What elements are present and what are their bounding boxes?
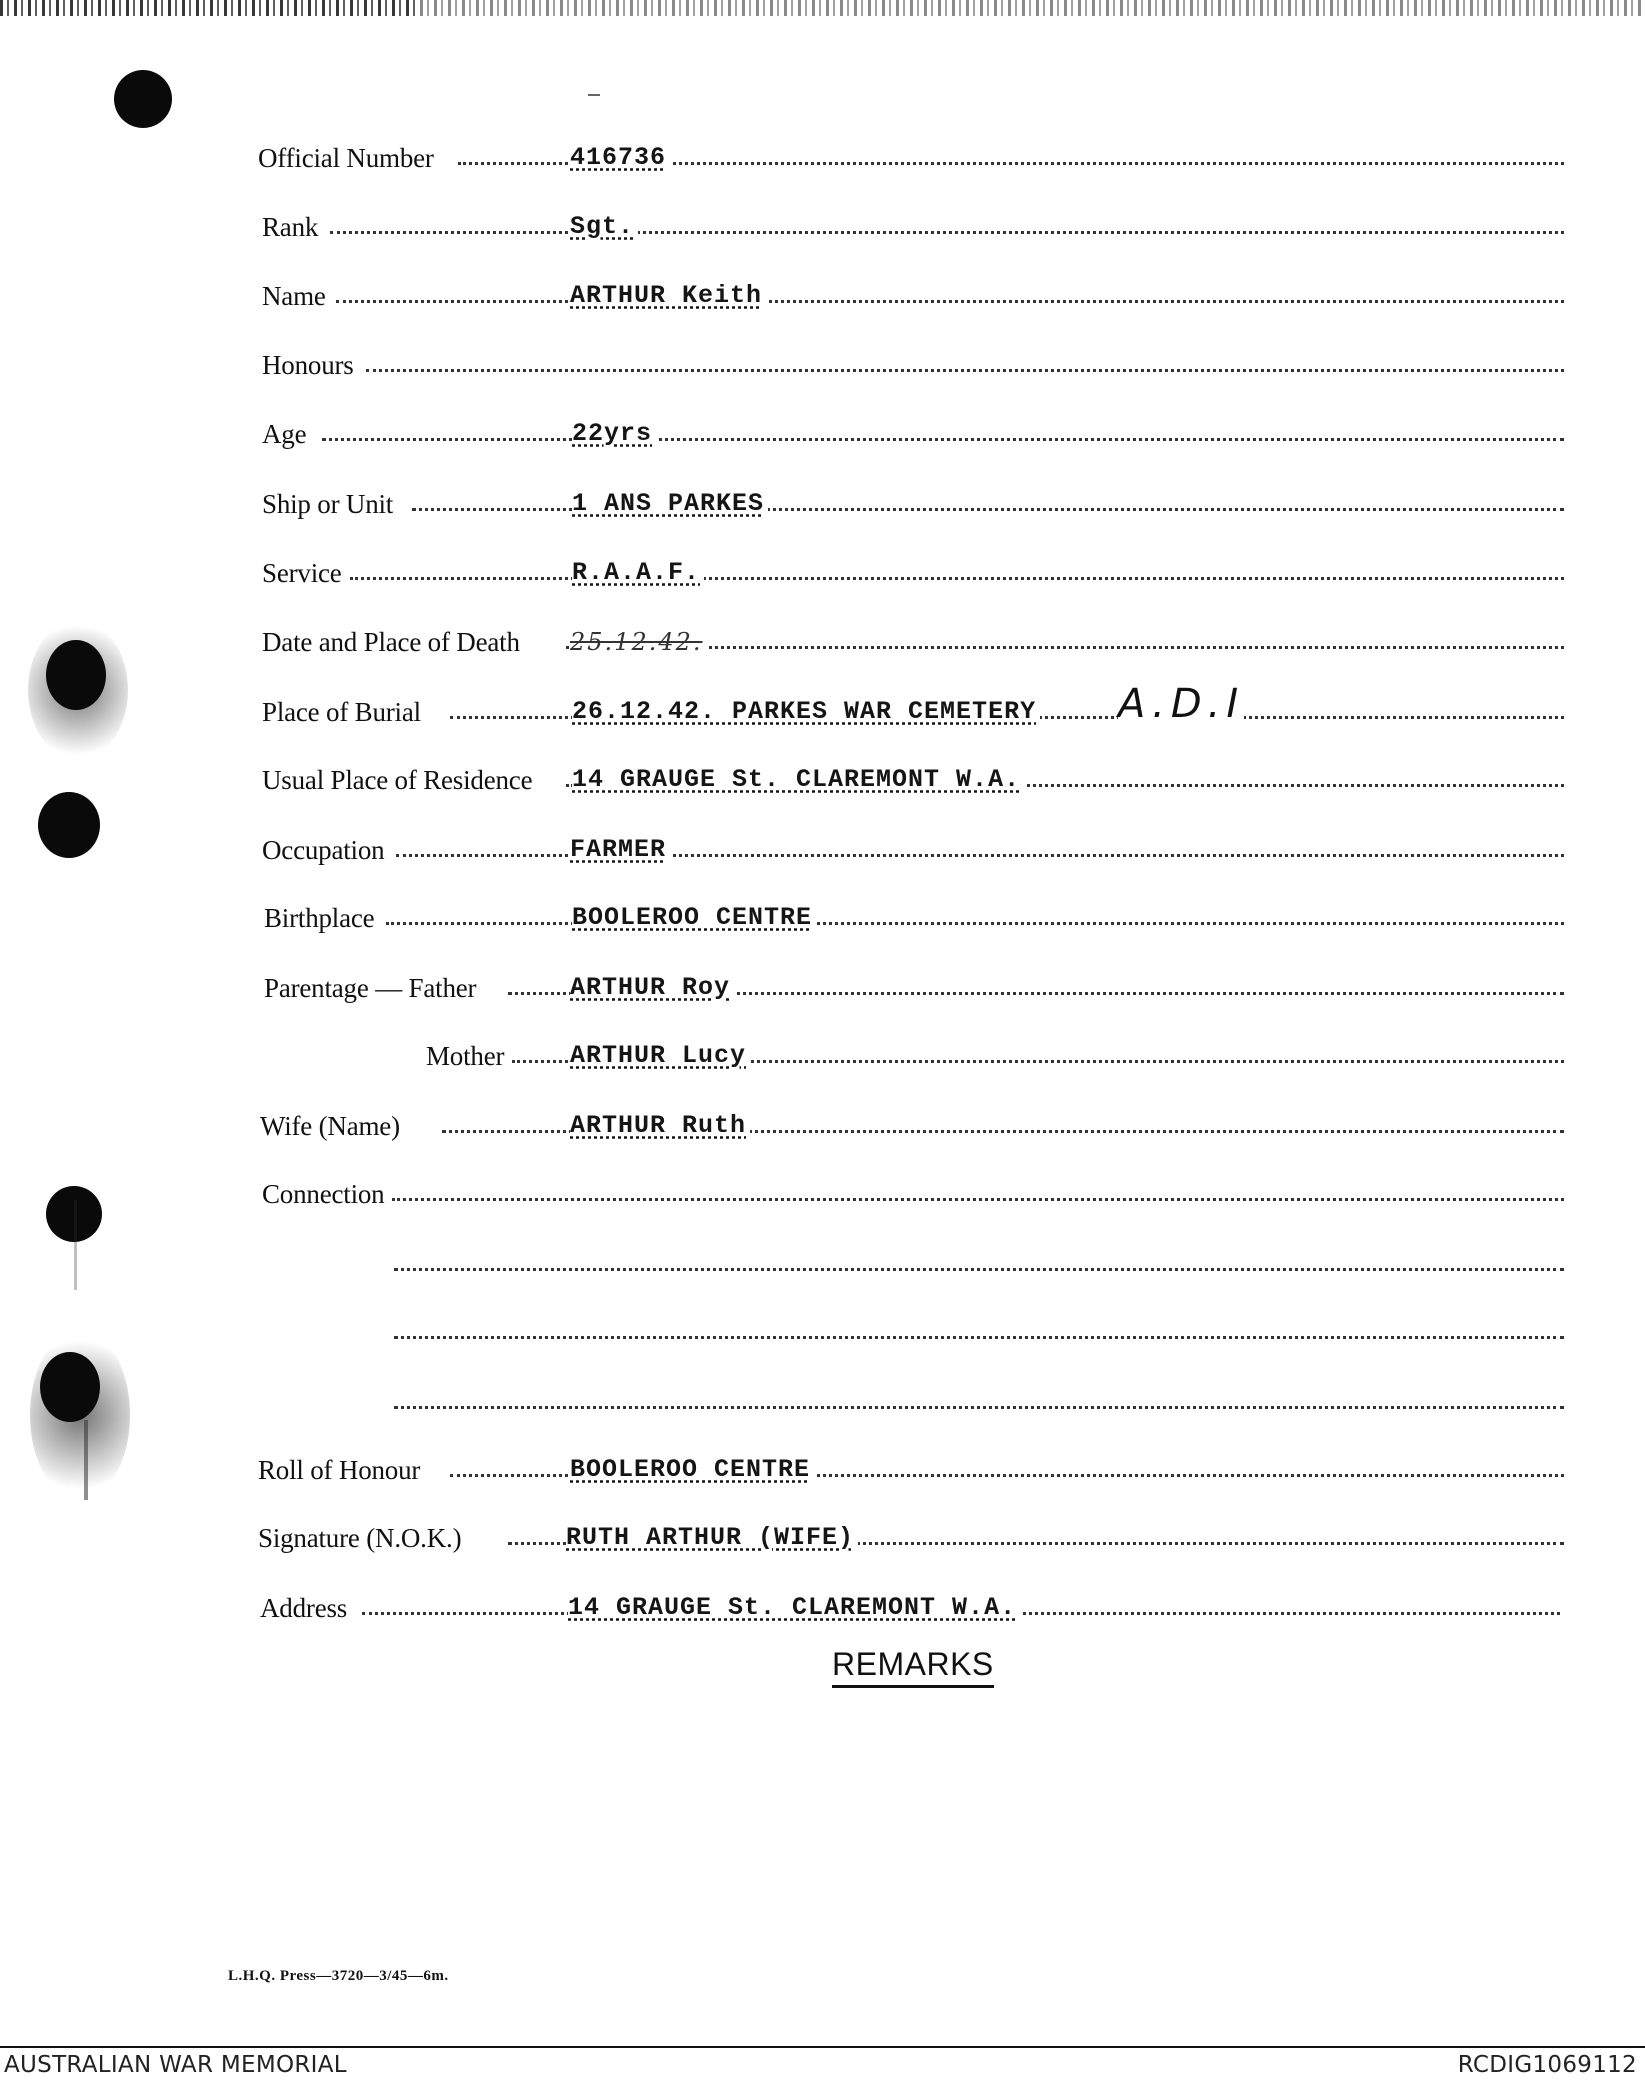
field-value: 14 GRAUGE St. CLAREMONT W.A. <box>568 1588 1020 1628</box>
field-label: Age <box>262 419 307 449</box>
field-value: BOOLEROO CENTRE <box>570 1450 814 1490</box>
dotted-leader <box>322 438 1564 441</box>
printer-imprint: L.H.Q. Press—3720—3/45—6m. <box>228 1968 449 1984</box>
field-label: Ship or Unit <box>262 489 394 519</box>
field-value: FARMER <box>570 830 670 870</box>
field-value: ARTHUR Ruth <box>570 1106 750 1146</box>
punch-hole <box>46 640 106 710</box>
dotted-leader <box>394 1268 1564 1271</box>
field-label: Place of Burial <box>262 697 421 727</box>
field-label: Occupation <box>262 835 385 865</box>
field-value: ARTHUR Lucy <box>570 1036 750 1076</box>
field-value: BOOLEROO CENTRE <box>572 898 816 938</box>
pencil-mark <box>588 94 600 96</box>
field-value: 22yrs <box>572 414 656 454</box>
footer-institution: AUSTRALIAN WAR MEMORIAL <box>4 2052 347 2078</box>
dotted-leader <box>386 922 1564 925</box>
field-value: 1 ANS PARKES <box>572 484 768 524</box>
field-value: Sgt. <box>570 207 638 247</box>
field-label: Date and Place of Death <box>262 627 520 657</box>
field-label: Mother <box>426 1041 505 1071</box>
field-label: Name <box>262 281 326 311</box>
field-value: ARTHUR Roy <box>570 968 734 1008</box>
scan-edge-noise-dark <box>0 0 420 16</box>
dotted-leader <box>336 300 1564 303</box>
field-value-handwritten: 25.12.42. <box>570 622 707 662</box>
footer-divider <box>0 2046 1645 2048</box>
field-label: Wife (Name) <box>260 1111 400 1141</box>
field-label: Usual Place of Residence <box>262 765 533 795</box>
field-value: R.A.A.F. <box>572 553 704 593</box>
field-label: Honours <box>262 350 354 380</box>
field-label: Official Number <box>258 143 434 173</box>
field-label: Connection <box>262 1179 385 1209</box>
field-value: ARTHUR Keith <box>570 276 766 316</box>
field-label: Parentage — Father <box>264 973 477 1003</box>
handwritten-annotation: A.D.I <box>1118 681 1245 727</box>
punch-hole <box>40 1352 100 1422</box>
punch-hole <box>38 792 100 858</box>
dotted-leader <box>394 1406 1564 1409</box>
footer-record-id: RCDIG1069112 <box>1457 2052 1637 2078</box>
binding-streak <box>84 1420 88 1500</box>
field-value: 416736 <box>570 138 670 178</box>
punch-hole <box>114 70 172 128</box>
field-label: Birthplace <box>264 903 375 933</box>
dotted-leader <box>566 646 1564 649</box>
dotted-leader <box>392 1198 1564 1201</box>
field-value: 14 GRAUGE St. CLAREMONT W.A. <box>572 760 1024 800</box>
field-value: RUTH ARTHUR (WIFE) <box>566 1518 858 1558</box>
dotted-leader <box>350 577 1564 580</box>
field-value: 26.12.42. PARKES WAR CEMETERY <box>572 692 1040 732</box>
field-label: Signature (N.O.K.) <box>258 1523 462 1553</box>
remarks-heading: REMARKS <box>832 1646 994 1688</box>
dotted-leader <box>330 231 1564 234</box>
field-label: Service <box>262 558 342 588</box>
field-label: Roll of Honour <box>258 1455 421 1485</box>
binding-streak <box>74 1200 77 1290</box>
field-label: Rank <box>262 212 319 242</box>
dotted-leader <box>366 369 1564 372</box>
dotted-leader <box>394 1336 1564 1339</box>
field-label: Address <box>260 1593 348 1623</box>
